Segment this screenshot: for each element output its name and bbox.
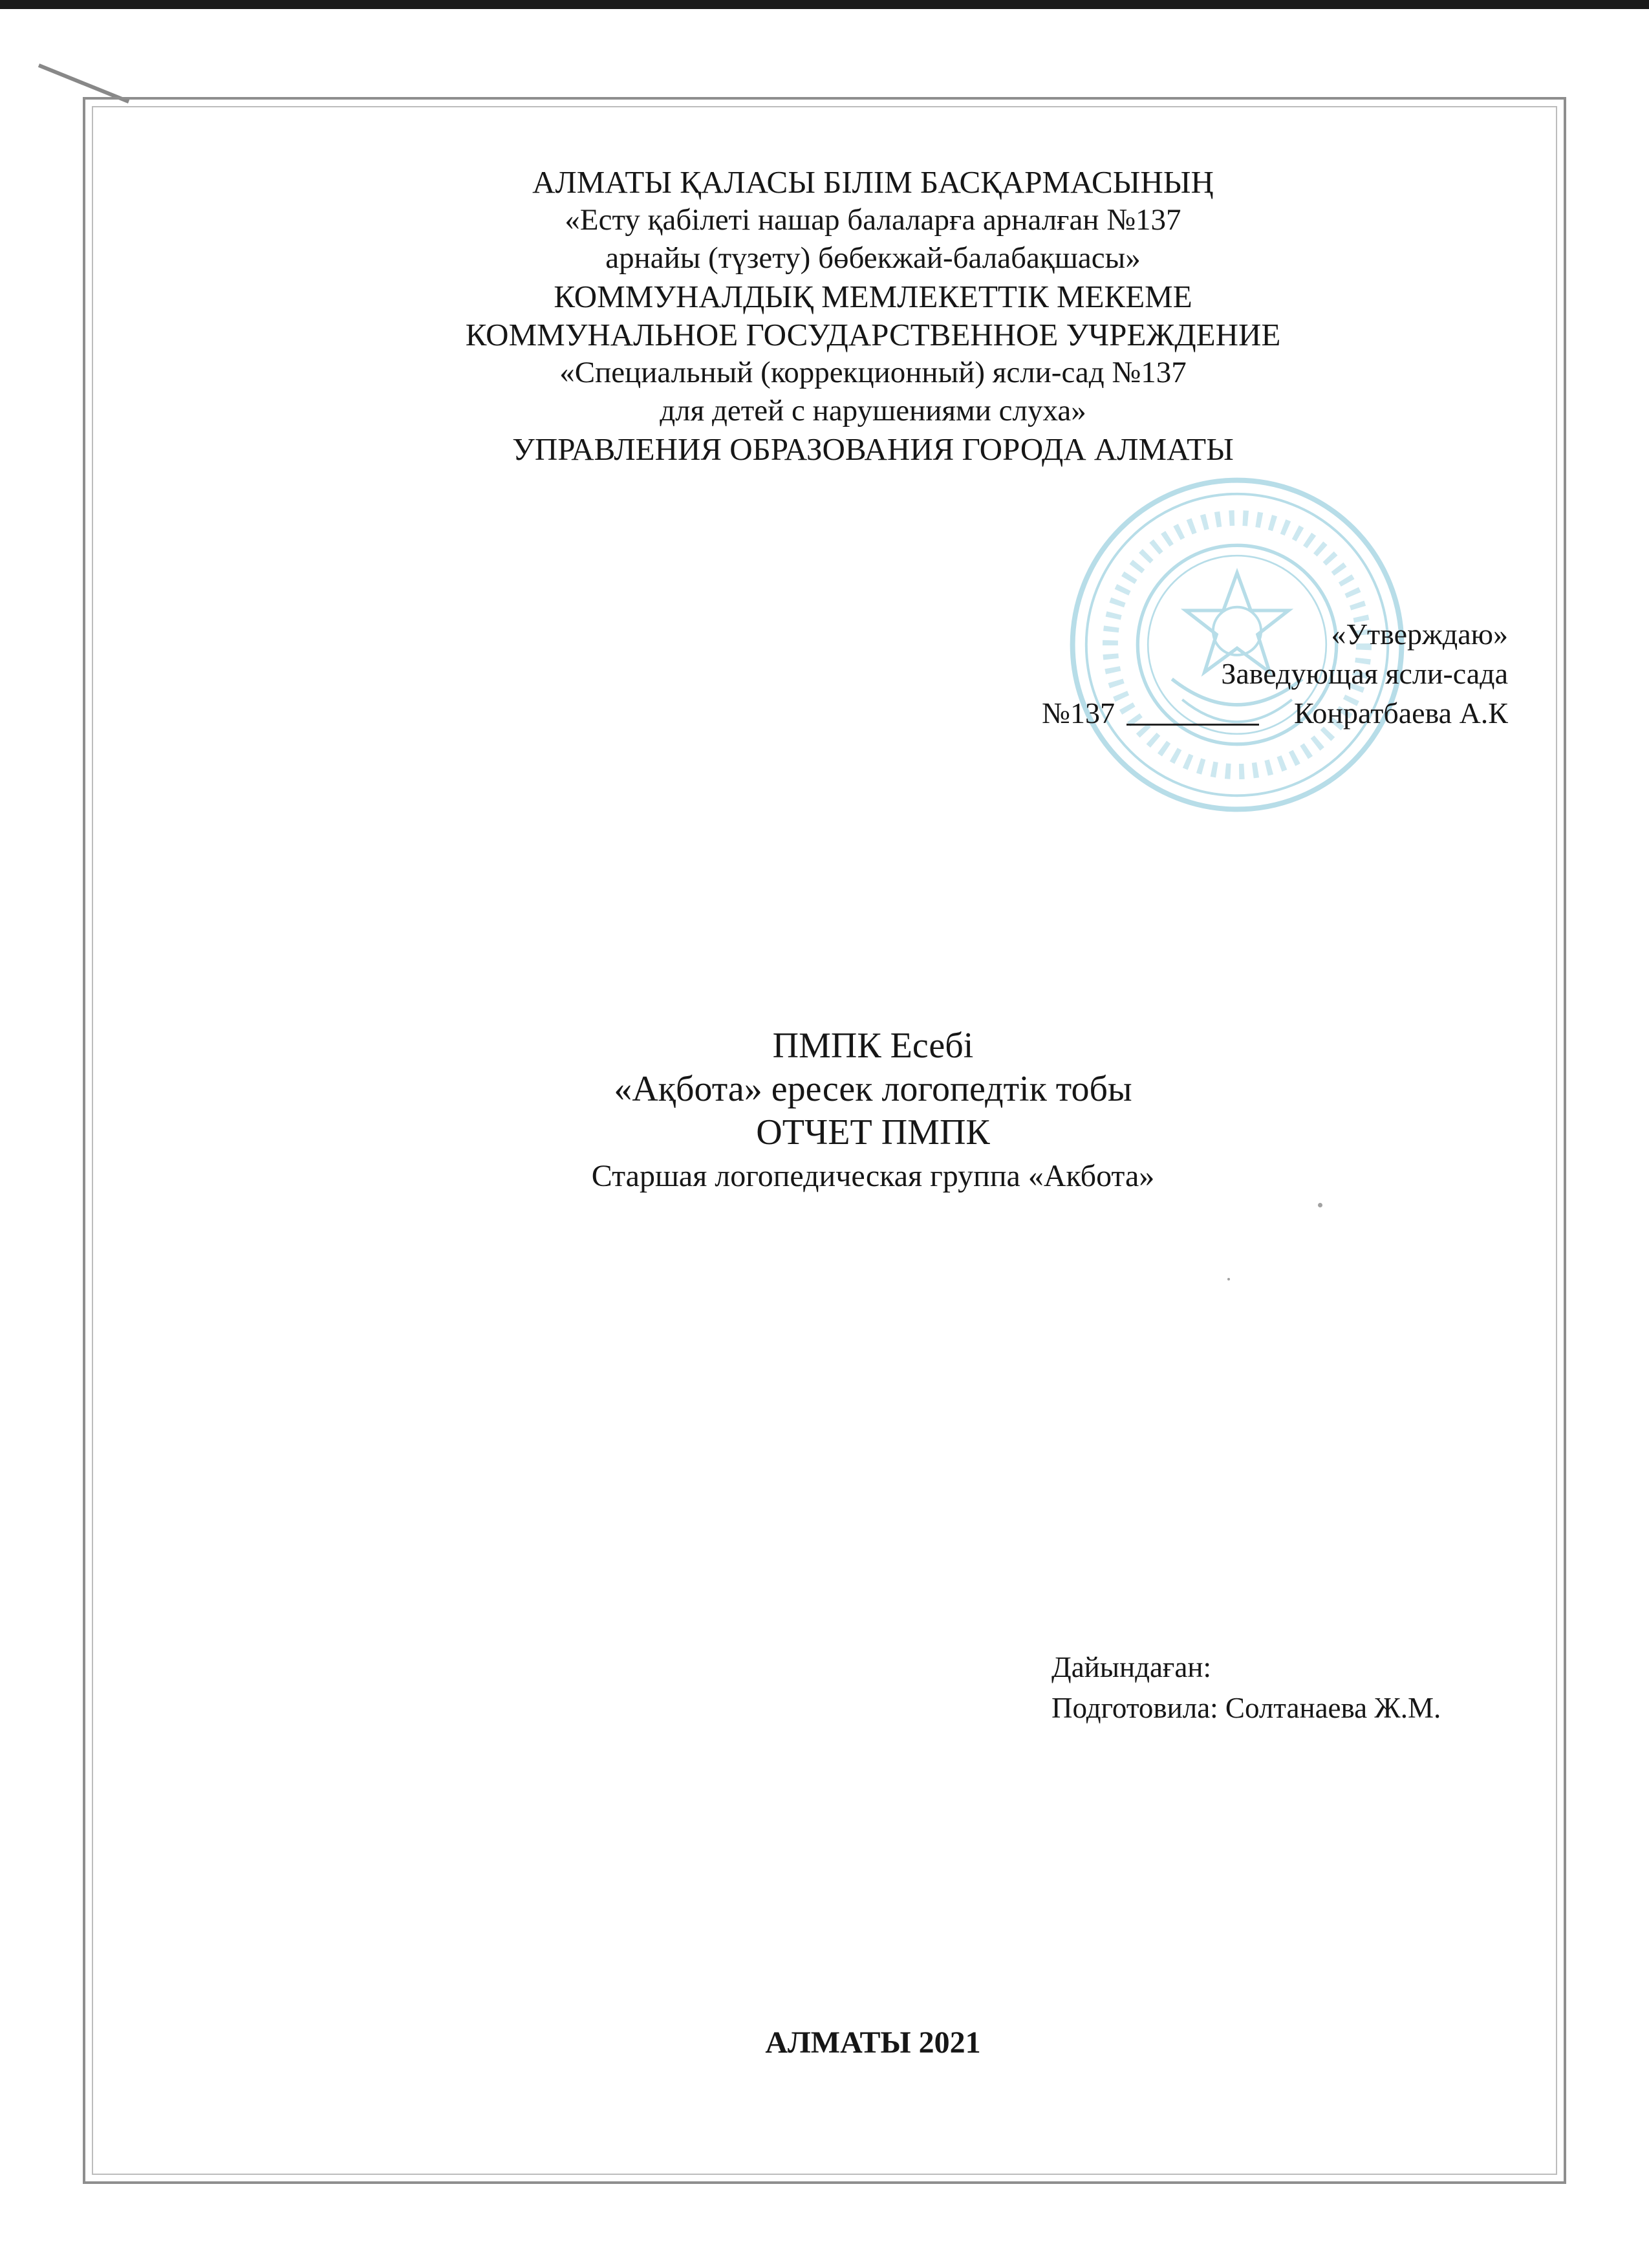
header-line: арнайы (түзету) бөбекжай-балабақшасы» [605, 241, 1141, 275]
title-ru: ОТЧЕТ ПМПК [756, 1112, 990, 1152]
header-line: АЛМАТЫ ҚАЛАСЫ БІЛІМ БАСҚАРМАСЫНЫҢ [532, 164, 1214, 200]
scan-top-edge [0, 0, 1649, 9]
group-ru: Старшая логопедическая группа «Акбота» [591, 1159, 1155, 1193]
org-number: №137 [1042, 697, 1115, 729]
group-kz: «Ақбота» ересек логопедтік тобы [614, 1069, 1132, 1109]
report-title [194, 1024, 1552, 1198]
title-kz: ПМПК Есебі [772, 1026, 974, 1066]
signer-name: Конратбаева А.К [1293, 697, 1508, 729]
approver-position: Заведующая ясли-сада [1221, 657, 1508, 690]
approver-signature-line [1042, 693, 1508, 733]
prepared-label-kz: Дайындаған: [1051, 1651, 1211, 1683]
header-line: «Специальный (коррекционный) ясли-сад №137 [559, 356, 1187, 389]
institution-header [194, 163, 1552, 468]
signature-blank [1126, 724, 1259, 726]
header-line: для детей с нарушениями слуха» [660, 394, 1086, 427]
header-line: «Есту қабілеті нашар балаларға арналған №137 [565, 203, 1181, 237]
header-line: КОММУНАЛЬНОЕ ГОСУДАРСТВЕННОЕ УЧРЕЖДЕНИЕ [465, 317, 1281, 352]
city-year: АЛМАТЫ 2021 [765, 2025, 981, 2060]
prepared-label-ru: Подготовила: Солтанаева Ж.М. [1051, 1692, 1441, 1724]
header-line: УПРАВЛЕНИЯ ОБРАЗОВАНИЯ ГОРОДА АЛМАТЫ [512, 431, 1234, 467]
approval-block [1042, 614, 1508, 733]
prepared-by [1051, 1647, 1441, 1729]
header-line: КОММУНАЛДЫҚ МЕМЛЕКЕТТІК МЕКЕМЕ [554, 279, 1192, 314]
approve-label: «Утверждаю» [1331, 618, 1508, 651]
